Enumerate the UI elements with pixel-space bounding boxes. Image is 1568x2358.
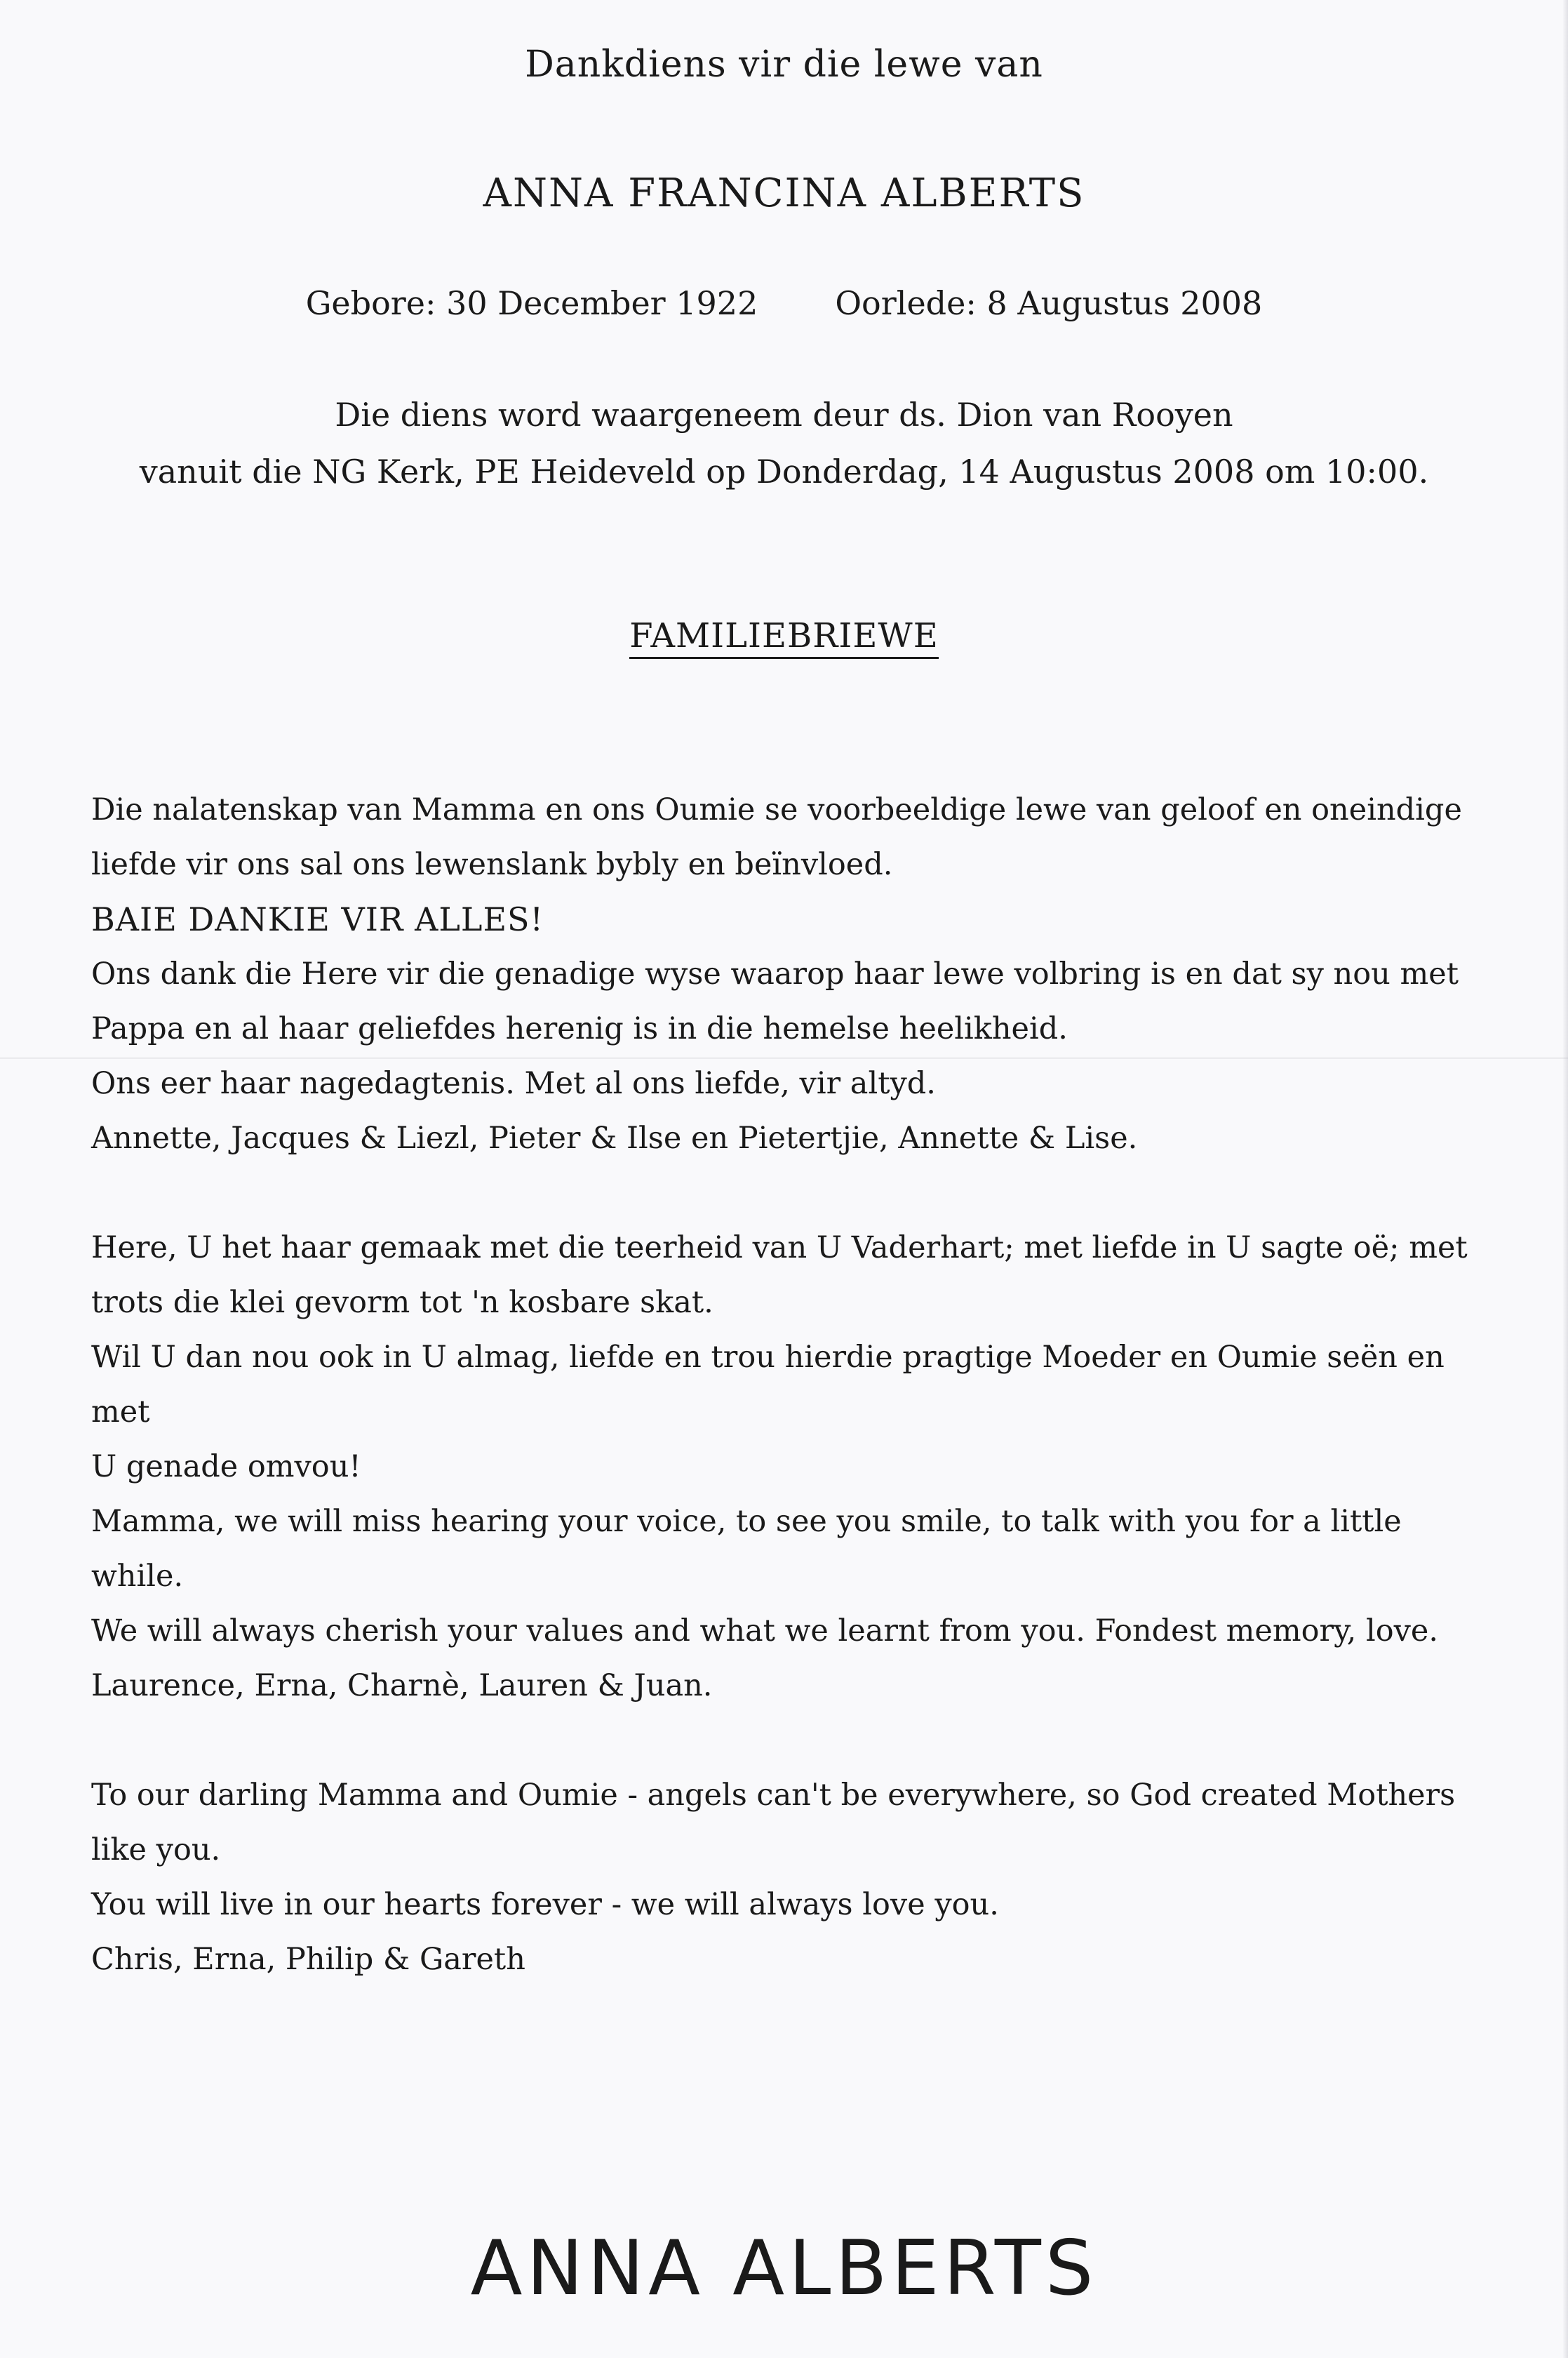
paper-edge-shadow [1562, 0, 1568, 2358]
letter-signature: Annette, Jacques & Liezl, Pieter & Ilse en Pietertjie, Annette & Lise. [91, 1121, 1138, 1156]
letter-line: Wil U dan nou ook in U almag, liefde en trou hierdie pragtige Moeder en Oumie seën en met [91, 1340, 1445, 1430]
letter-line: Ons eer haar nagedagtenis. Met al ons liefde, vir altyd. [91, 1066, 936, 1101]
letter-line: Die nalatenskap van Mamma en ons Oumie se voorbeeldige lewe van geloof en oneindige [91, 792, 1462, 827]
letter-line: Pappa en al haar geliefdes herenig is in die hemelse heelikheid. [91, 1011, 1068, 1046]
birth-date: Gebore: 30 December 1922 [305, 284, 758, 322]
section-title [0, 616, 1568, 655]
death-date: Oorlede: 8 Augustus 2008 [835, 284, 1263, 322]
letter-1 [91, 782, 1494, 1166]
letter-3 [91, 1768, 1494, 1987]
letter-line: BAIE DANKIE VIR ALLES! [91, 900, 544, 938]
letter-2 [91, 1220, 1494, 1713]
letter-signature: Laurence, Erna, Charnè, Lauren & Juan. [91, 1668, 713, 1703]
letter-line: Mamma, we will miss hearing your voice, to see you smile, to talk with you for a little while. [91, 1504, 1402, 1594]
letter-line: trots die klei gevorm tot 'n kosbare skat. [91, 1285, 713, 1320]
letter-line: You will live in our hearts forever - we will always love you. [91, 1887, 999, 1922]
letter-signature: Chris, Erna, Philip & Gareth [91, 1942, 525, 1977]
letter-line: U genade omvou! [91, 1449, 361, 1484]
deceased-full-name: ANNA FRANCINA ALBERTS [483, 171, 1085, 216]
service-location-time: vanuit die NG Kerk, PE Heideveld op Donderdag, 14 Augustus 2008 om 10:00. [139, 453, 1429, 491]
life-dates [0, 284, 1568, 322]
family-letters [91, 782, 1494, 2041]
service-intro: Dankdiens vir die lewe van [525, 44, 1043, 86]
letter-line: liefde vir ons sal ons lewenslank bybly en beïnvloed. [91, 847, 893, 882]
letter-line: We will always cherish your values and what we learnt from you. Fondest memory, love. [91, 1613, 1439, 1648]
section-title-text: FAMILIEBRIEWE [629, 616, 939, 659]
letter-line: like you. [91, 1832, 221, 1867]
letter-line: To our darling Mamma and Oumie - angels can't be everywhere, so God created Mothers [91, 1778, 1456, 1813]
service-officiant: Die diens word waargeneem deur ds. Dion van Rooyen [335, 396, 1233, 434]
letter-line: Ons dank die Here vir die genadige wyse waarop haar lewe volbring is en dat sy nou met [91, 957, 1459, 992]
footer-name: ANNA ALBERTS [470, 2225, 1098, 2312]
letter-line: Here, U het haar gemaak met die teerheid van U Vaderhart; met liefde in U sagte oë; met [91, 1230, 1468, 1265]
